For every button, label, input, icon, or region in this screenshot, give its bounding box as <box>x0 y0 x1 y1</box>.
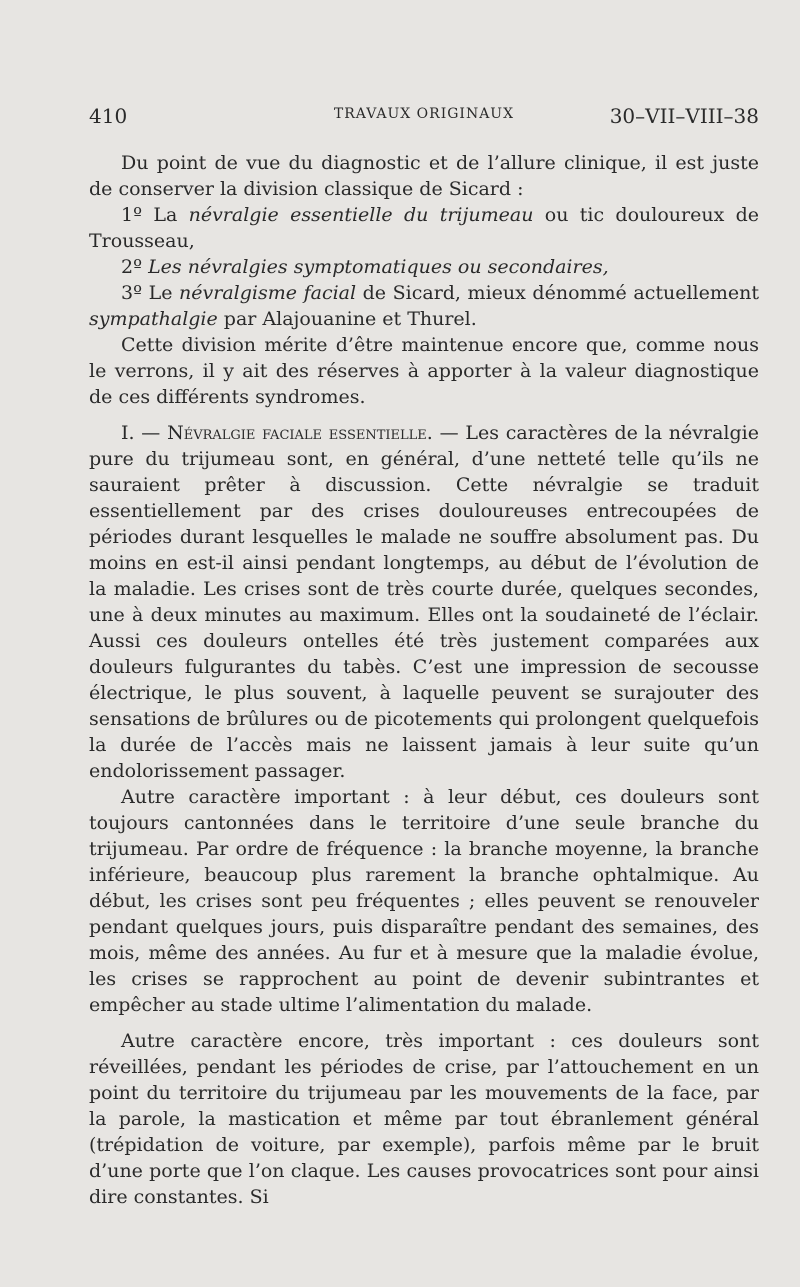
page-header <box>89 104 759 130</box>
issue-date: 30–VII–VIII–38 <box>609 104 759 128</box>
section-neuralgia <box>89 420 759 784</box>
list-item-3-term2: sympathalgie <box>89 308 218 330</box>
body-text <box>89 150 759 1210</box>
list-item-2-number: 2º <box>121 256 149 278</box>
page-number: 410 <box>89 104 128 128</box>
list-item-3 <box>89 280 759 332</box>
list-item-1-rest: ou tic douloureux de Trousseau, <box>89 204 760 252</box>
list-item-3-number: 3º Le <box>121 282 180 304</box>
list-item-1-number: 1º La <box>121 204 189 226</box>
list-item-3-mid: de Sicard, mieux dénommé actuellement <box>356 282 759 304</box>
section-numeral: I. — <box>121 422 168 444</box>
list-item-3-rest: par Alajouanine et Thurel. <box>217 308 477 330</box>
paragraph-triggers: Autre caractère encore, très important : ces douleurs sont réveillées, pendant les périodes de crise, par l’attouchement en un point du territoire du trijumeau par les mouvements de la face, par la parole, la mastication et même par tout ébranlement général (trépidation de voiture, par exemple), parfois même par le bruit d’une porte que l’on claque. Les causes provocatrices sont pour ainsi dire constantes. Si <box>89 1030 759 1208</box>
list-item-1 <box>89 202 759 254</box>
section-text: — Les caractères de la névralgie pure du trijumeau sont, en général, d’une netteté telle qu’ils ne sauraient prêter à discussion. Cette névralgie se traduit essentiellement par des crises douloureuses entrecoupées de périodes durant lesquelles le malade ne souffre absolument pas. Du moins en est-il ainsi pendant longtemps, au début de l’évolution de la maladie. Les crises sont de très courte durée, quelques secondes, une à deux minutes au maximum. Elles ont la soudaineté de l’éclair. Aussi ces douleurs ontelles été très justement comparées aux douleurs fulgurantes du tabès. C’est une impression de secousse électrique, le plus souvent, à laquelle peuvent se surajouter des sensations de brûlures ou de picotements qui prolongent quelquefois la durée de l’accès mais ne laissent jamais à leur suite qu’un endolorissement passager. <box>89 422 759 782</box>
list-item-3-term: névralgisme facial <box>179 282 357 304</box>
running-title: TRAVAUX ORIGINAUX <box>333 106 515 122</box>
list-item-2 <box>89 254 759 280</box>
paragraph-division: Cette division mérite d’être maintenue encore que, comme nous le verrons, il y ait des réserves à apporter à la valeur diagnostique de ces différents syndromes. <box>89 334 759 408</box>
paragraph-characteristics: Autre caractère important : à leur début, ces douleurs sont toujours cantonnées dans le territoire d’une seule branche du trijumeau. Par ordre de fréquence : la branche moyenne, la branche inférieure, beaucoup plus rarement la branche ophtalmique. Au début, les crises sont peu fréquentes ; elles peuvent se renouveler pendant quelques jours, puis disparaître pendant des semaines, des mois, même des années. Au fur et à mesure que la maladie évolue, les crises se rapprochent au point de devenir subintrantes et empêcher au stade ultime l’alimentation du malade. <box>89 786 759 1016</box>
section-heading: Névralgie faciale essentielle. <box>167 422 433 444</box>
list-item-2-term: Les névralgies symptomatiques ou secondaires, <box>148 256 609 278</box>
list-item-1-term: névralgie essentielle du trijumeau <box>188 204 534 226</box>
paragraph-intro: Du point de vue du diagnostic et de l’allure clinique, il est juste de conserver la division classique de Sicard : <box>89 152 759 200</box>
